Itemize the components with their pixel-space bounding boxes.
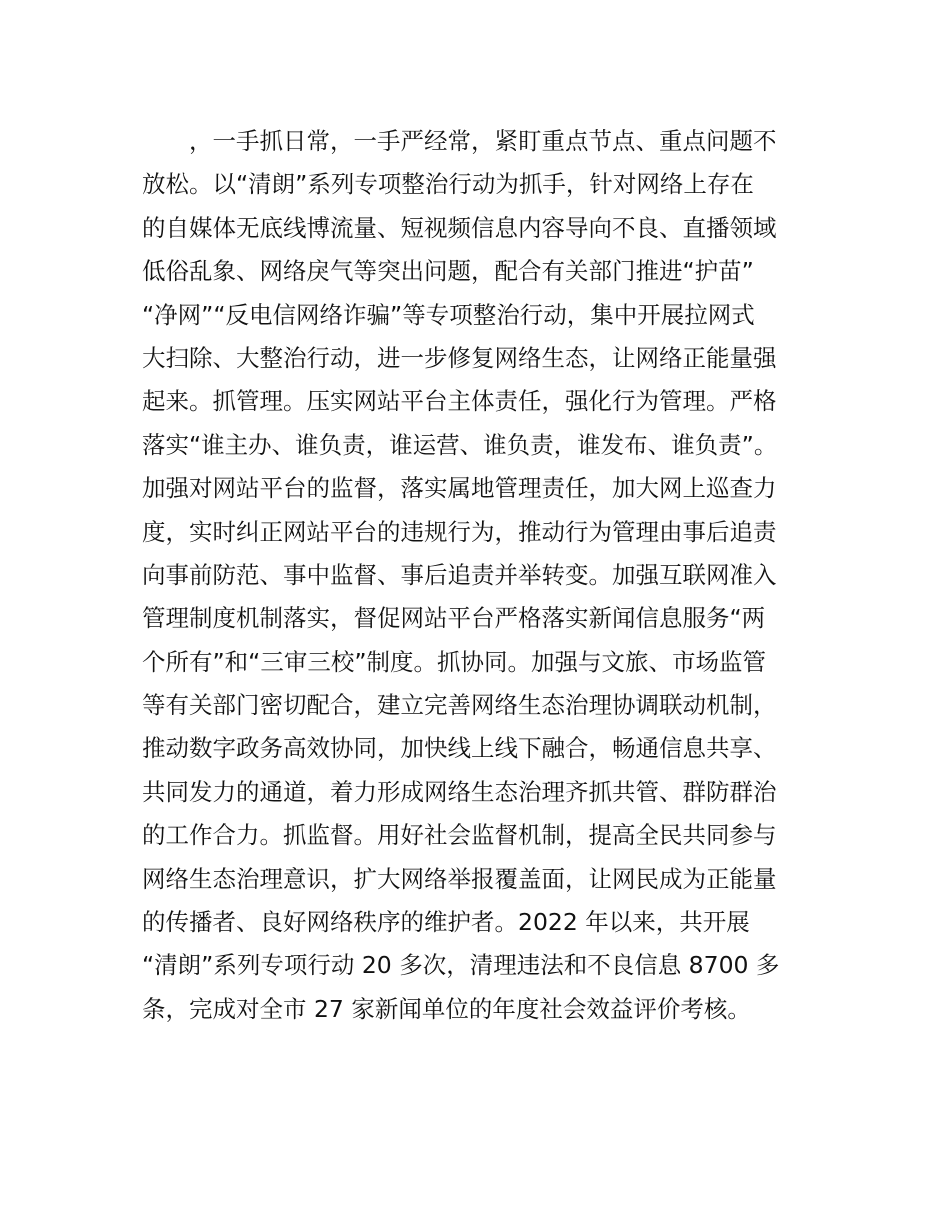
text-line: 管理制度机制落实，督促网站平台严格落实新闻信息服务“两	[142, 604, 766, 633]
text-line: 加强对网站平台的监督，落实属地管理责任，加大网上巡查力	[142, 474, 777, 503]
text-line: 的传播者、良好网络秩序的维护者。2022 年以来，共开展	[142, 908, 750, 937]
text-line: 放松。以“清朗”系列专项整治行动为抓手，针对网络上存在	[142, 170, 754, 199]
text-line: 的工作合力。抓监督。用好社会监督机制，提高全民共同参与	[142, 821, 777, 850]
text-line: 落实“谁主办、谁负责，谁运营、谁负责，谁发布、谁负责”。	[142, 430, 778, 459]
text-line: 等有关部门密切配合，建立完善网络生态治理协调联动机制，	[142, 691, 777, 720]
text-line: 低俗乱象、网络戾气等突出问题，配合有关部门推进“护苗”	[142, 257, 754, 286]
text-line: 条，完成对全市 27 家新闻单位的年度社会效益评价考核。	[142, 994, 751, 1023]
text-line: 向事前防范、事中监督、事后追责并举转变。加强互联网准入	[142, 560, 777, 589]
text-line: 度，实时纠正网站平台的违规行为，推动行为管理由事后追责	[142, 517, 777, 546]
text-line: 的自媒体无底线博流量、短视频信息内容导向不良、直播领域	[142, 213, 777, 242]
text-line: 共同发力的通道，着力形成网络生态治理齐抓共管、群防群治	[142, 777, 777, 806]
text-line: 网络生态治理意识，扩大网络举报覆盖面，让网民成为正能量	[142, 864, 777, 893]
text-line: “清朗”系列专项行动 20 多次，清理违法和不良信息 8700 多	[142, 951, 780, 980]
body-paragraph	[142, 120, 832, 1031]
text-line: 起来。抓管理。压实网站平台主体责任，强化行为管理。严格	[142, 387, 777, 416]
text-line: ，一手抓日常，一手严经常，紧盯重点节点、重点问题不	[189, 127, 777, 155]
text-line: “净网”“反电信网络诈骗”等专项整治行动，集中开展拉网式	[142, 300, 755, 329]
text-line: 个所有”和“三审三校”制度。抓协同。加强与文旅、市场监管	[142, 647, 767, 676]
text-line: 推动数字政务高效协同，加快线上线下融合，畅通信息共享、	[142, 734, 777, 763]
text-line: 大扫除、大整治行动，进一步修复网络生态，让网络正能量强	[142, 343, 777, 372]
